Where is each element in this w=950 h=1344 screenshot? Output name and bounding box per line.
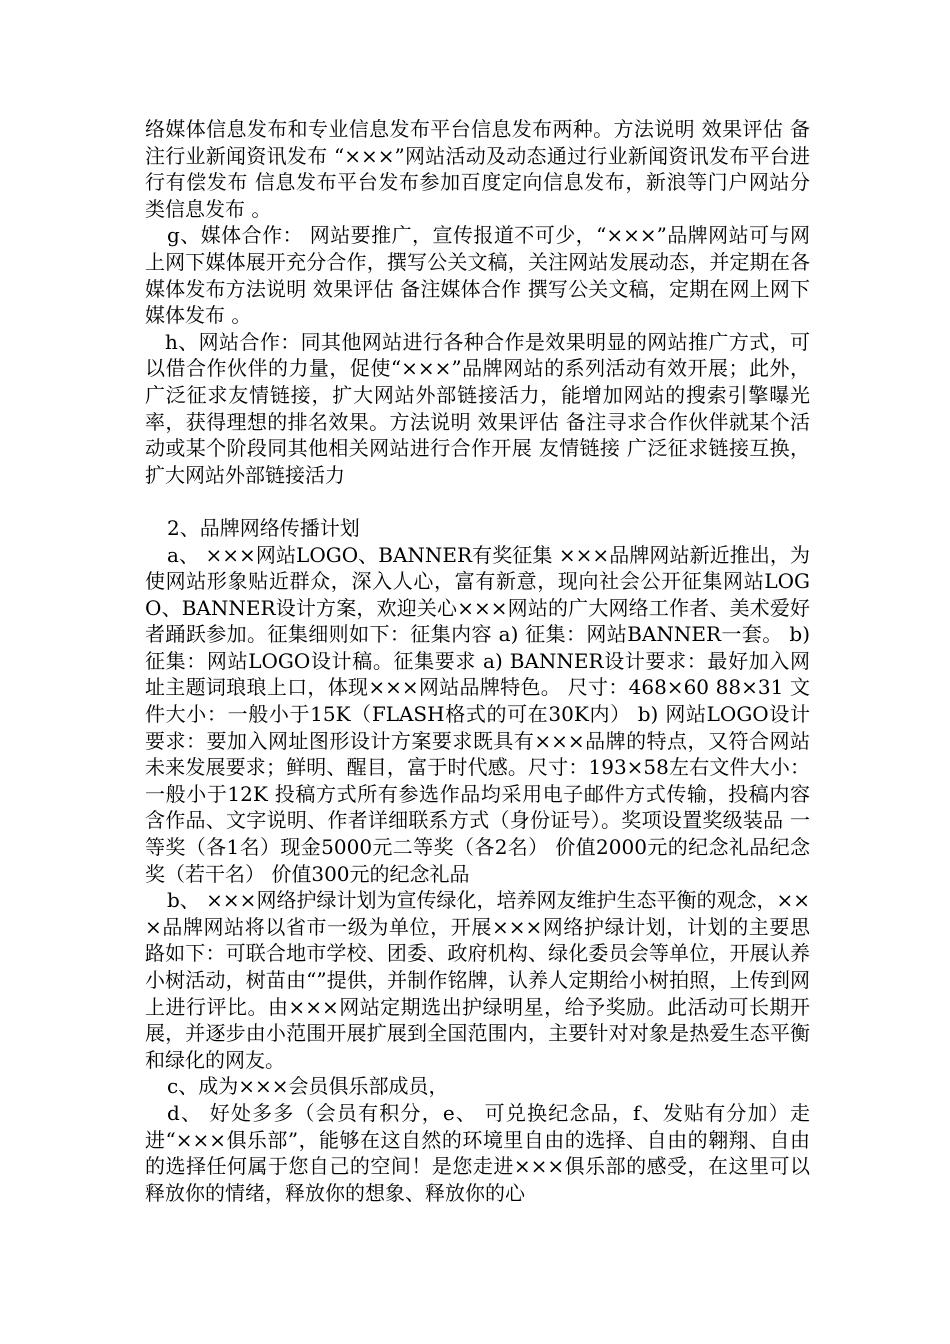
paragraph-b-green-plan: b、 ×××网络护绿计划为宣传绿化，培养网友维护生态平衡的观念，×××品牌网站将以省市一级为单位，开展×××网络护绿计划，计划的主要思路如下：可联合地市学校、团委、政府机构、绿化委员会等单位，开展认养小树活动，树苗由“”提供，并制作铭牌，认养人定期给小树拍照，上传到网上进行评比。由×××网站定期选出护绿明星，给予奖励。此活动可长期开展，并逐步由小范围开展扩展到全国范围内，主要针对对象是热爱生态平衡和绿化的网友。 bbox=[145, 888, 810, 1072]
blank-line bbox=[145, 488, 810, 515]
paragraph-d-member-benefits: d、 好处多多（会员有积分，e、 可兑换纪念品，f、发贴有分加）走进“×××俱乐部”，能够在这自然的环境里自由的选择、自由的翱翔、自由的选择任何属于您自己的空间！是您走进×××俱乐部的感受，在这里可以释放你的情绪，释放你的想象、释放你的心 bbox=[145, 1100, 810, 1205]
paragraph-c-member-club: c、成为×××会员俱乐部成员， bbox=[167, 1074, 449, 1099]
paragraph-g-media-cooperation: g、媒体合作： 网站要推广，宣传报道不可少，“×××”品牌网站可与网上网下媒体展开充分合作，撰写公关文稿，关注网站发展动态，并定期在各媒体发布方法说明 效果评估 备注媒体合作 撰写公关文稿，定期在网上网下媒体发布 。 bbox=[145, 223, 810, 328]
paragraph-media-release: 络媒体信息发布和专业信息发布平台信息发布两种。方法说明 效果评估 备注行业新闻资讯发布 “×××”网站活动及动态通过行业新闻资讯发布平台进行有偿发布 信息发布平台发布参加百度定向信息发布，新浪等门户网站分类信息发布 。 bbox=[145, 117, 810, 221]
document-page bbox=[145, 116, 810, 1206]
paragraph-a-logo-banner-contest: a、 ×××网站LOGO、BANNER有奖征集 ×××品牌网站新近推出，为使网站形象贴近群众，深入人心，富有新意，现向社会公开征集网站LOGO、BANNER设计方案，欢迎关心×××网站的广大网络工作者、美术爱好者踊跃参加。征集细则如下：征集内容 a) 征集：网站BANNER一套。 b) 征集：网站LOGO设计稿。征集要求 a) BANNER设计要求：最好加入网址主题词琅琅上口，体现×××网站品牌特色。 尺寸：468×60 88×31 文件大小：一般小于15K（FLASH格式的可在30K内） b) 网站LOGO设计要求：要加入网址图形设计方案要求既具有×××品牌的特点，又符合网站未来发展要求；鲜明、醒目，富于时代感。尺寸：193×58左右文件大小：一般小于12K 投稿方式所有参选作品均采用电子邮件方式传输，投稿内容含作品、文字说明、作者详细联系方式（身份证号）。奖项设置奖级装品 一等奖（各1名）现金5000元二等奖（各2名） 价值2000元的纪念礼品纪念奖（若干名） 价值300元的纪念礼品 bbox=[145, 542, 810, 886]
paragraph-h-website-cooperation: h、网站合作：同其他网站进行各种合作是效果明显的网站推广方式，可以借合作伙伴的力量，促使“×××”品牌网站的系列活动有效开展；此外，广泛征求友情链接，扩大网站外部链接活力，能增加网站的搜索引擎曝光率，获得理想的排名效果。方法说明 效果评估 备注寻求合作伙伴就某个活动或某个阶段同其他相关网站进行合作开展 友情链接 广泛征求链接互换，扩大网站外部链接活力 bbox=[145, 329, 810, 487]
section-heading-brand-plan: 2、品牌网络传播计划 bbox=[167, 515, 360, 540]
